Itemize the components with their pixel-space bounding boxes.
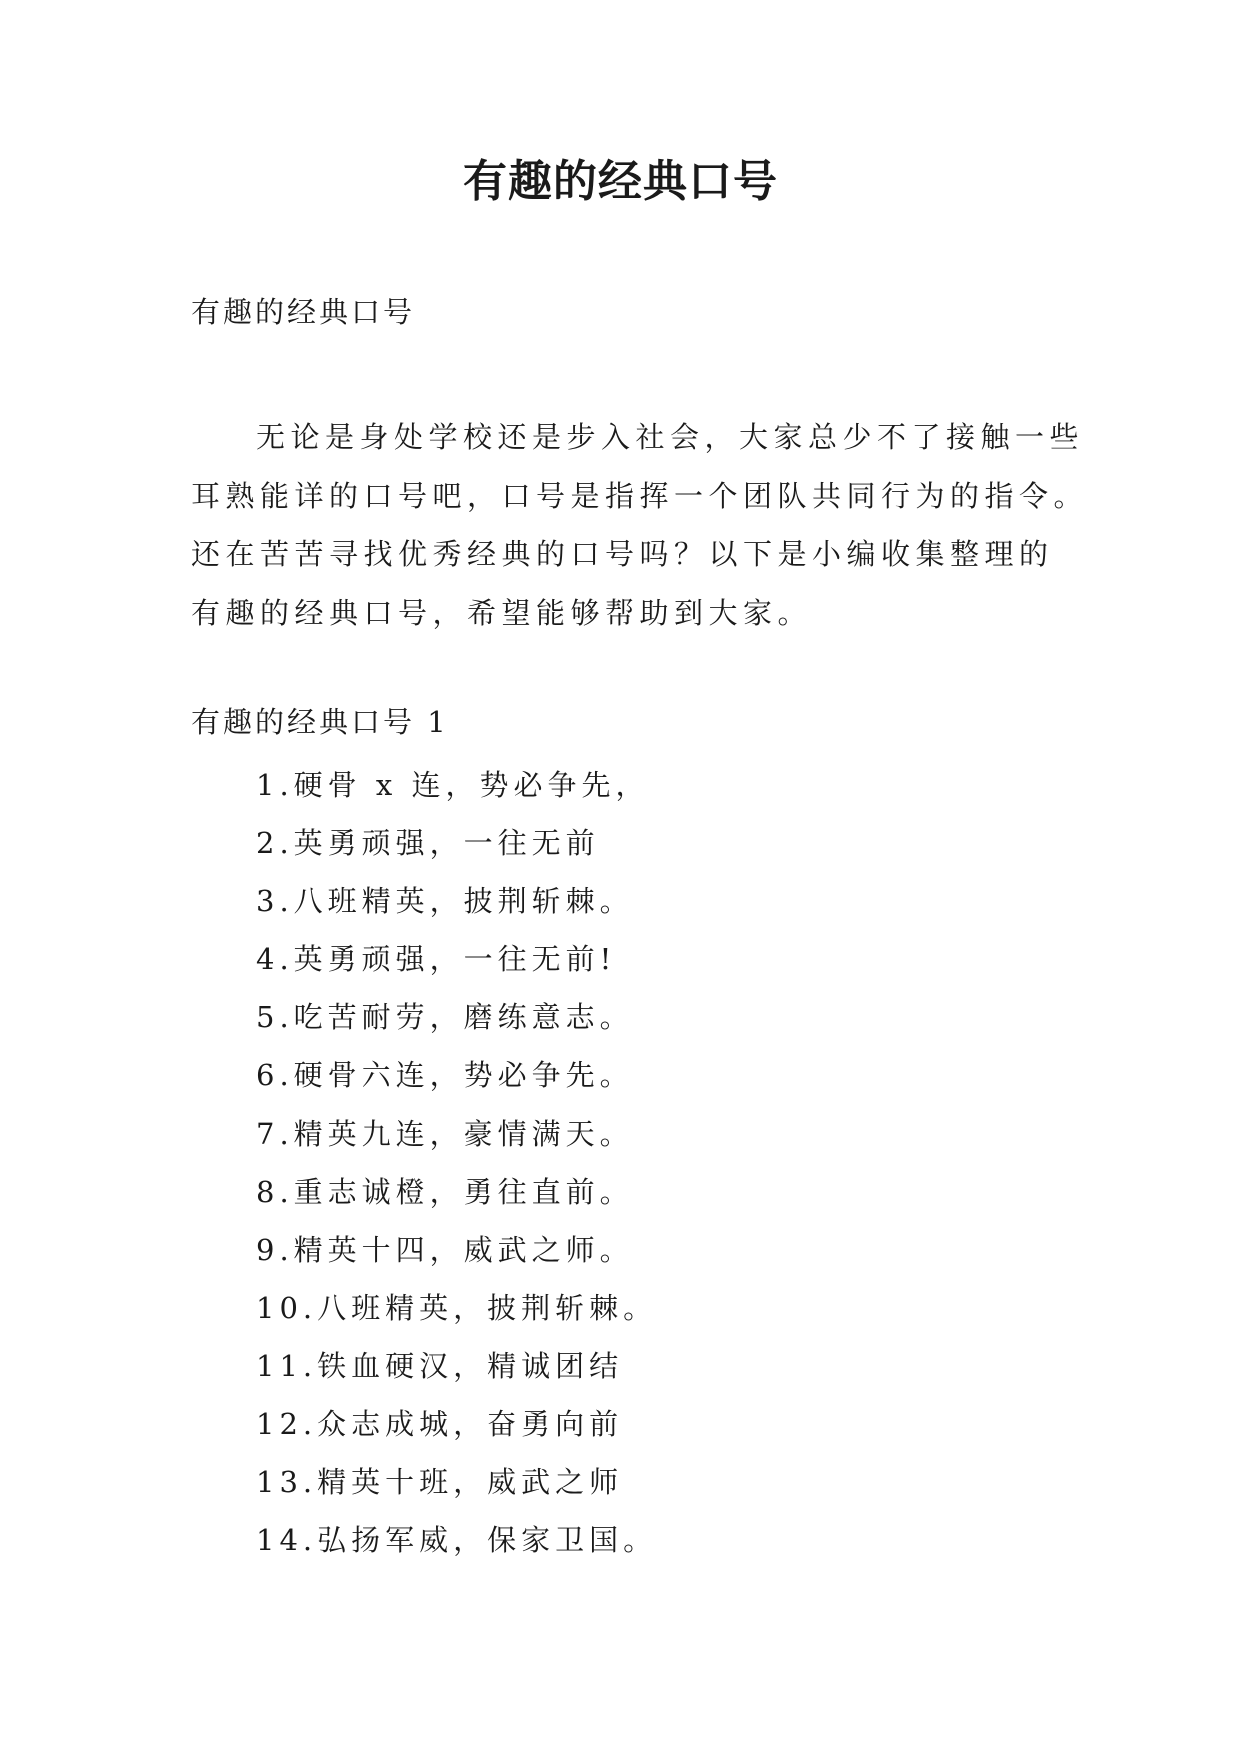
document-title: 有趣的经典口号	[463, 156, 778, 207]
slogan-list	[256, 756, 657, 1569]
slogan-item: 4.英勇顽强，一往无前!	[256, 942, 617, 977]
slogan-item: 5.吃苦耐劳，磨练意志。	[256, 1000, 634, 1035]
slogan-item: 12.众志成城，奋勇向前	[256, 1407, 624, 1442]
slogan-item: 14.弘扬军威，保家卫国。	[256, 1523, 658, 1558]
slogan-item: 8.重志诚橙，勇往直前。	[256, 1174, 634, 1209]
slogan-item: 11.铁血硬汉，精诚团结	[256, 1348, 624, 1383]
slogan-item: 2.英勇顽强，一往无前	[256, 826, 600, 861]
intro-line: 还在苦苦寻找优秀经典的口号吗？以下是小编收集整理的	[191, 537, 1054, 571]
intro-paragraph	[191, 408, 1089, 642]
slogan-item: 13.精英十班，威武之师	[256, 1465, 624, 1500]
slogan-item: 6.硬骨六连，势必争先。	[256, 1058, 634, 1093]
slogan-item: 1.硬骨 x 连，势必争先，	[256, 768, 650, 802]
document-subtitle: 有趣的经典口号	[191, 295, 416, 329]
intro-line: 耳熟能详的口号吧，口号是指挥一个团队共同行为的指令。	[191, 478, 1089, 513]
slogan-item: 7.精英九连，豪情满天。	[256, 1116, 634, 1151]
slogan-item: 9.精英十四，威武之师。	[256, 1232, 634, 1267]
slogan-item: 10.八班精英，披荆斩棘。	[256, 1290, 658, 1325]
intro-line: 无论是身处学校还是步入社会，大家总少不了接触一些	[256, 420, 1085, 454]
section-heading: 有趣的经典口号 1	[191, 705, 449, 739]
intro-line: 有趣的经典口号，希望能够帮助到大家。	[191, 595, 813, 630]
slogan-item: 3.八班精英，披荆斩棘。	[256, 884, 634, 919]
